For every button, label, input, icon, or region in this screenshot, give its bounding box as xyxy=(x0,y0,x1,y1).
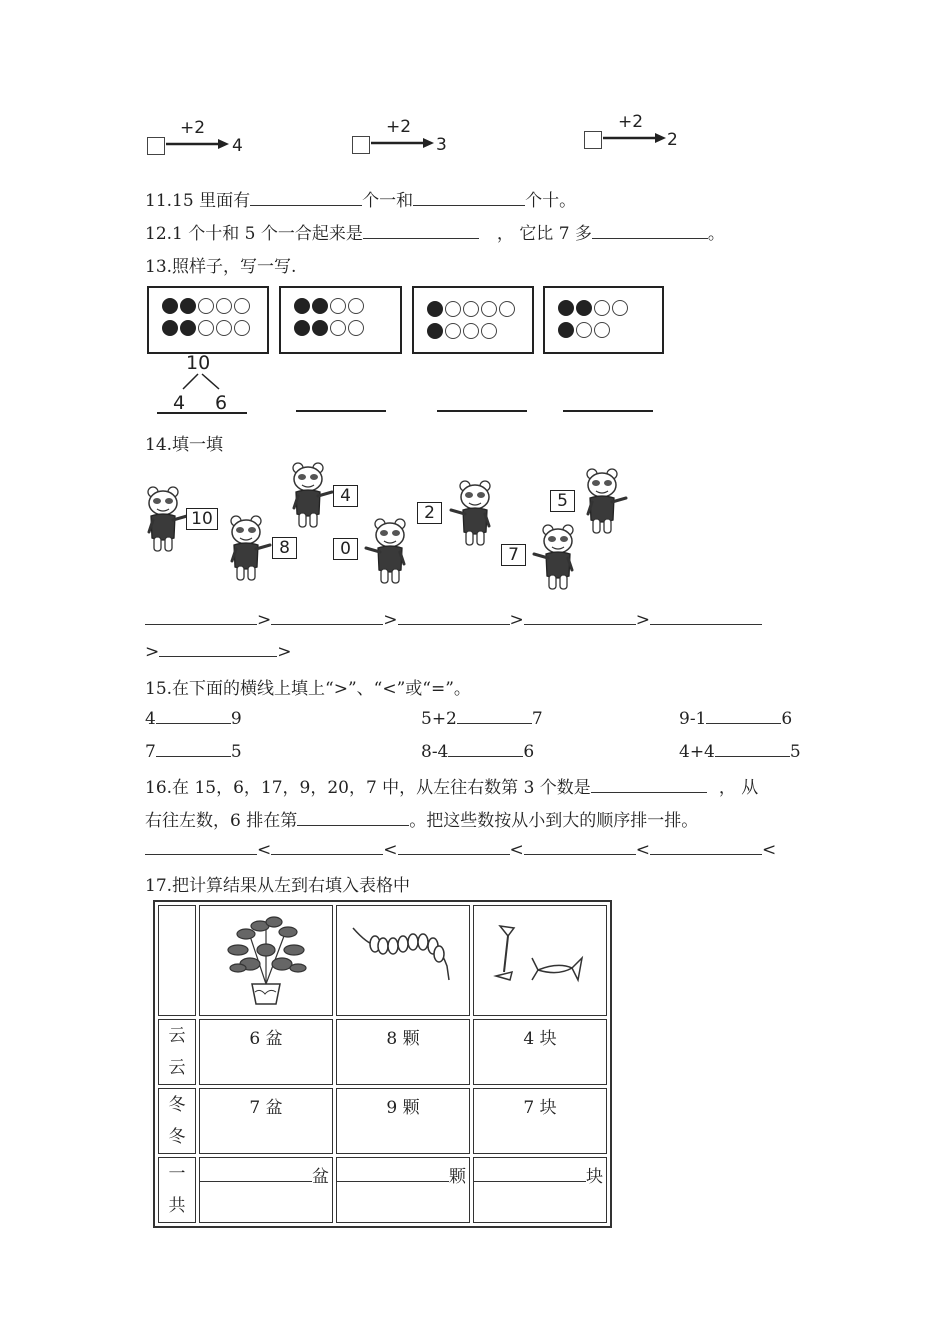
answer-box[interactable] xyxy=(352,136,370,154)
answer-blank[interactable] xyxy=(200,1165,312,1182)
answer-blank[interactable] xyxy=(250,189,362,206)
bear-figure xyxy=(226,515,274,587)
bear-figure xyxy=(288,462,336,534)
beads-icon xyxy=(337,906,469,1010)
total-row xyxy=(158,1157,607,1223)
answer-line-1[interactable] xyxy=(296,410,386,412)
arrow-icon xyxy=(603,131,667,145)
number-card: 0 xyxy=(333,538,358,560)
q15-item: 5+2 7 xyxy=(421,709,543,729)
question-11: 11.15 里面有 个一和 个十。 xyxy=(145,191,577,211)
number-card: 8 xyxy=(272,537,297,559)
example-underline xyxy=(157,412,247,414)
answer-blank[interactable] xyxy=(413,189,525,206)
cell-value: 9 颗 xyxy=(336,1088,470,1154)
question-16-line-1: 16.在 15，6，17，9，20，7 中，从左往右数第 3 个数是 ， 从 xyxy=(145,778,759,798)
result-table xyxy=(153,900,612,1228)
question-14-title: 14.填一填 xyxy=(145,435,224,455)
header-candy xyxy=(473,905,607,1016)
answer-blank[interactable] xyxy=(398,838,510,855)
op-label: +2 xyxy=(386,117,412,137)
answer-blank[interactable] xyxy=(591,776,707,793)
example-top: 10 xyxy=(186,352,211,374)
total-cell: 块 xyxy=(473,1157,607,1223)
question-17-title: 17.把计算结果从左到右填入表格中 xyxy=(145,876,411,896)
q14-answer-row-2: > > xyxy=(145,642,292,662)
answer-blank[interactable] xyxy=(159,640,277,657)
result-label: 3 xyxy=(436,135,447,155)
question-15-title: 15.在下面的横线上填上“>”、“<”或“=”。 xyxy=(145,679,471,699)
total-cell: 颗 xyxy=(336,1157,470,1223)
answer-blank[interactable] xyxy=(156,740,231,757)
dot-box-2 xyxy=(279,286,402,354)
total-cell: 盆 xyxy=(199,1157,333,1223)
row-name: 一 共 xyxy=(158,1157,196,1223)
table-row xyxy=(158,1088,607,1154)
number-card: 5 xyxy=(550,490,575,512)
op-label: +2 xyxy=(180,118,206,138)
q15-item: 7 5 xyxy=(145,742,242,762)
example-right: 6 xyxy=(215,392,228,414)
question-12: 12.1 个十和 5 个一合起来是 ， 它比 7 多 。 xyxy=(145,224,725,244)
answer-blank[interactable] xyxy=(271,838,383,855)
q15-item: 4 9 xyxy=(145,709,242,729)
row-name: 云 云 xyxy=(158,1019,196,1085)
answer-blank[interactable] xyxy=(706,707,781,724)
arrow-icon xyxy=(166,137,230,151)
candy-icon xyxy=(474,906,606,1010)
bear-figure xyxy=(447,480,495,552)
answer-blank[interactable] xyxy=(363,222,479,239)
op-label: +2 xyxy=(618,112,644,132)
question-13-title: 13.照样子，写一写. xyxy=(145,257,297,277)
answer-line-3[interactable] xyxy=(563,410,653,412)
example-left: 4 xyxy=(173,392,186,414)
bear-figure xyxy=(530,524,578,596)
answer-blank[interactable] xyxy=(448,740,523,757)
cell-value: 8 颗 xyxy=(336,1019,470,1085)
cell-value: 7 块 xyxy=(473,1088,607,1154)
cell-value: 4 块 xyxy=(473,1019,607,1085)
answer-blank[interactable] xyxy=(145,838,257,855)
answer-blank[interactable] xyxy=(592,222,708,239)
number-card: 2 xyxy=(417,502,442,524)
dot-box-3 xyxy=(412,286,534,354)
cell-value: 6 盆 xyxy=(199,1019,333,1085)
bear-figure xyxy=(362,518,410,590)
row-name: 冬 冬 xyxy=(158,1088,196,1154)
dot-box-4 xyxy=(543,286,664,354)
split-lines xyxy=(176,372,226,392)
flowerpot-icon xyxy=(200,906,332,1010)
bear-figure xyxy=(143,486,191,558)
number-card: 10 xyxy=(186,508,218,530)
answer-box[interactable] xyxy=(584,131,602,149)
arrow-icon xyxy=(371,136,435,150)
cell-value: 7 盆 xyxy=(199,1088,333,1154)
answer-blank[interactable] xyxy=(271,608,383,625)
number-card: 4 xyxy=(333,485,358,507)
dot-box-1 xyxy=(147,286,269,354)
q16-order-row: < < < < < xyxy=(145,838,776,860)
bear-figure xyxy=(582,468,630,540)
question-16-line-2: 右往左数，6 排在第 。把这些数按从小到大的顺序排一排。 xyxy=(145,811,699,831)
corner-cell xyxy=(158,905,196,1016)
answer-blank[interactable] xyxy=(715,740,790,757)
answer-blank[interactable] xyxy=(524,608,636,625)
answer-blank[interactable] xyxy=(524,838,636,855)
result-label: 2 xyxy=(667,130,678,150)
answer-blank[interactable] xyxy=(650,608,762,625)
answer-blank[interactable] xyxy=(457,707,532,724)
answer-blank[interactable] xyxy=(650,838,762,855)
q14-answer-row-1: > > > > xyxy=(145,608,762,630)
answer-blank[interactable] xyxy=(474,1165,586,1182)
table-row xyxy=(158,1019,607,1085)
answer-blank[interactable] xyxy=(337,1165,449,1182)
answer-blank[interactable] xyxy=(145,608,257,625)
answer-blank[interactable] xyxy=(156,707,231,724)
answer-blank[interactable] xyxy=(297,809,409,826)
header-beads xyxy=(336,905,470,1016)
answer-blank[interactable] xyxy=(398,608,510,625)
q15-item: 4+4 5 xyxy=(679,742,801,762)
answer-line-2[interactable] xyxy=(437,410,527,412)
answer-box[interactable] xyxy=(147,137,165,155)
number-card: 7 xyxy=(501,544,526,566)
q15-item: 9-1 6 xyxy=(679,709,793,729)
q15-item: 8-4 6 xyxy=(421,742,535,762)
header-flowerpot xyxy=(199,905,333,1016)
result-label: 4 xyxy=(232,136,243,156)
